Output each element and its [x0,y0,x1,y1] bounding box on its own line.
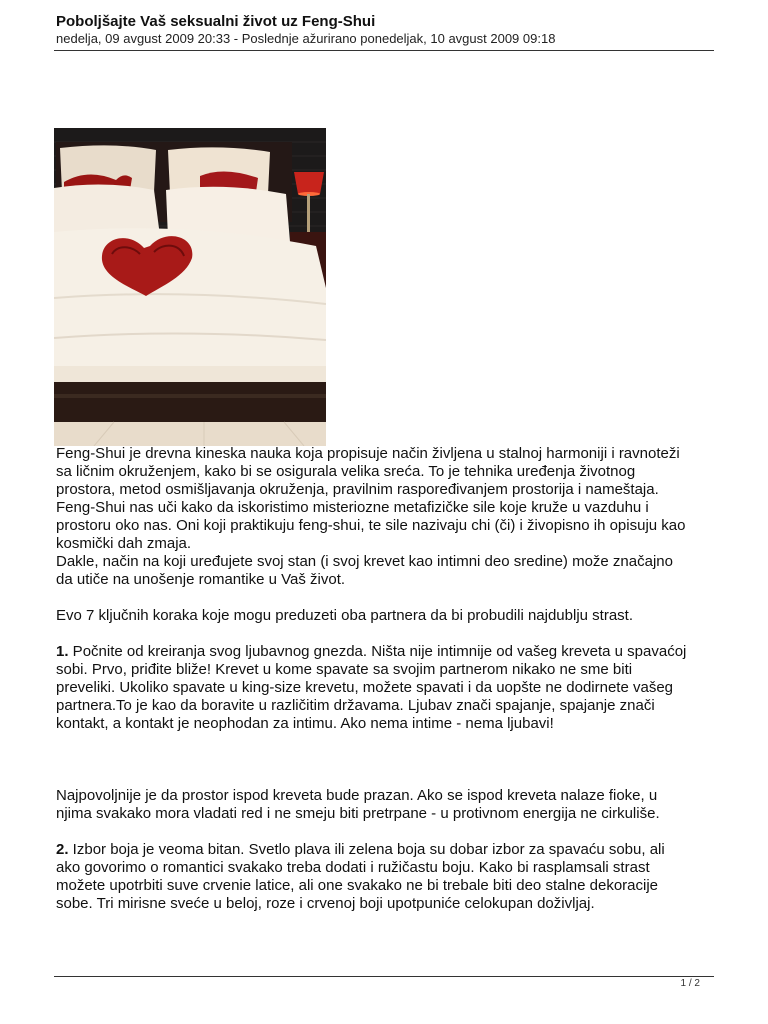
step-2-number: 2. [56,841,69,858]
article-body [56,445,716,913]
intro-line: sa ličnim okruženjem, kako bi se osigurala velika sreća. To je tehnika uređenja životnog [56,463,636,480]
steps-intro: Evo 7 ključnih koraka koje mogu preduzeti oba partnera da bi probudili najdublju strast. [56,607,634,624]
intro-line: prostora, metod osmišljavanja okruženja, pravilnim raspoređivanjem prostorija i nameštaja. [56,481,659,498]
step-1-line: kontakt, a kontakt je neophodan za intimu. Ako nema intime - nema ljubavi! [56,715,554,732]
step-1-line: preveliki. Ukoliko spavate u king-size krevetu, možete spavati i da uopšte ne dodirnete vašeg [56,679,673,696]
step-2-line: sobe. Tri mirisne sveće u beloj, roze i crvenoj boji upotpuniće celokupan doživljaj. [56,895,595,912]
step-1-line: sobi. Prvo, priđite bliže! Krevet u kome spavate sa svojim partnerom nikako ne sme biti [56,661,633,678]
page-title: Poboljšajte Vaš seksualni život uz Feng-Shui [56,13,376,30]
step-1-number: 1. [56,643,69,660]
step-1-first-line [56,643,716,661]
intro-line: da utiče na unošenje romantike u Vaš život. [56,571,346,588]
bed-photo [54,128,326,446]
header-divider [54,50,714,51]
step-2-line: možete upotrbiti suve crvenie latice, ali one svakako ne bi trebale biti deo stalne dekoracije [56,877,659,894]
date-line: nedelja, 09 avgust 2009 20:33 - Poslednje ažurirano ponedeljak, 10 avgust 2009 09:18 [56,31,556,46]
intro-line: Feng-Shui nas uči kako da iskoristimo misteriozne metafizičke sile koje kruže u vazduhu i [56,499,649,516]
step-2-first-line [56,841,716,859]
footer-divider [54,976,714,977]
step-1-text: Počnite od kreiranja svog ljubavnog gnezda. Ništa nije intimnije od vašeg kreveta u spavaćoj [68,643,687,660]
step-1-line: partnera.To je kao da boravite u različitim državama. Ljubav znači spajanje, spajanje znači [56,697,655,714]
intro-line: Dakle, način na koji uređujete svoj stan (i svoj krevet kao intimni deo sredine) može značajno [56,553,673,570]
step-2-text: Izbor boja je veoma bitan. Svetlo plava ili zelena boja su dobar izbor za spavaću sobu, ali [68,841,665,858]
intro-line: Feng-Shui je drevna kineska nauka koja propisuje način življena u stalnoj harmoniji i ravnoteži [56,445,680,462]
step-2-line: ako govorimo o romantici svakako treba dodati i ružičastu boju. Kako bi rasplamsali strast [56,859,650,876]
page-number: 1 / 2 [680,978,700,989]
intro-line: prostoru oko nas. Oni koji praktikuju feng-shui, te sile nazivaju chi (či) i živopisno ih opisuju kao [56,517,686,534]
intro-line: kosmički dah zmaja. [56,535,192,552]
under-bed-line: njima svakako mora vladati red i ne smeju biti pretrpane - u protivnom energija ne cirkuliše. [56,805,660,822]
under-bed-line: Najpovoljnije je da prostor ispod kreveta bude prazan. Ako se ispod kreveta nalaze fioke, u [56,787,658,804]
